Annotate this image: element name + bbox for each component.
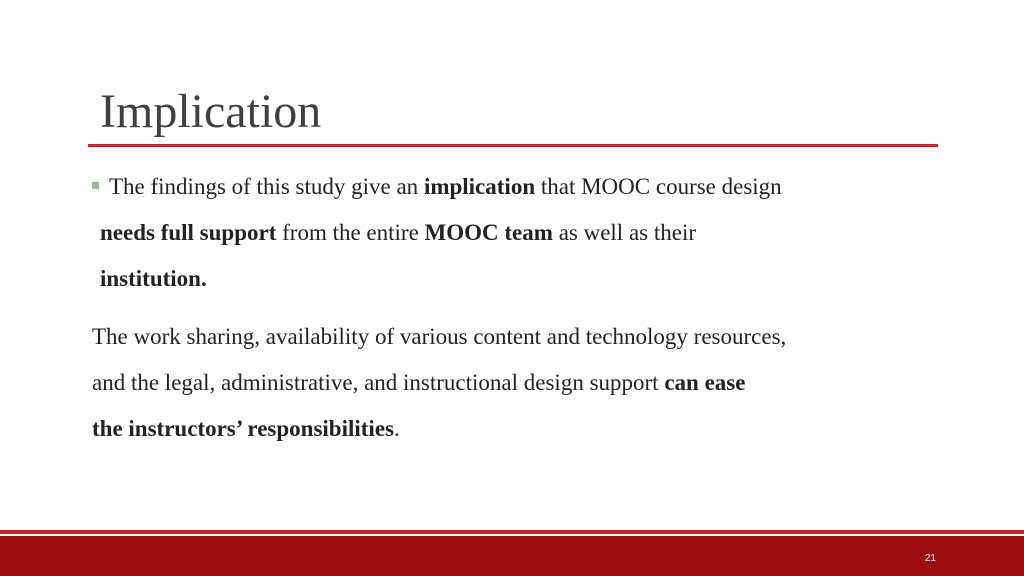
paragraph-bold-text: can ease <box>664 370 746 395</box>
bullet-text: that MOOC course design <box>535 174 782 199</box>
paragraph-bold-text: the instructors’ responsibilities <box>92 416 394 441</box>
footer-accent-line <box>0 530 1024 534</box>
bullet-bold-text: MOOC team <box>424 220 553 245</box>
paragraph-text: . <box>393 416 400 441</box>
bullet-text: from the entire <box>276 220 425 245</box>
paragraph-text: and the legal, administrative, and instructional design support <box>92 370 665 395</box>
slide-title: Implication <box>100 85 322 138</box>
paragraph-text: The work sharing, availability of various content and technology resources, <box>92 324 787 349</box>
bullet-bold-text: institution. <box>100 266 207 291</box>
bullet-bold-text: needs full support <box>100 220 277 245</box>
paragraph-line-2 <box>92 360 972 406</box>
bullet-square-icon <box>92 182 99 189</box>
bullet-text: The findings of this study give an <box>109 174 424 199</box>
bullet-line-3 <box>92 256 952 302</box>
body-paragraph <box>92 314 972 452</box>
bullet-bold-text: implication <box>423 174 536 199</box>
bullet-list <box>92 164 952 302</box>
bullet-line-1 <box>92 164 952 210</box>
bullet-line-2 <box>92 210 952 256</box>
paragraph-line-3 <box>92 406 972 452</box>
page-number: 21 <box>924 553 936 564</box>
paragraph-line-1 <box>92 314 972 360</box>
bullet-text: as well as their <box>552 220 697 245</box>
title-divider <box>88 144 938 147</box>
footer-bar <box>0 536 1024 576</box>
